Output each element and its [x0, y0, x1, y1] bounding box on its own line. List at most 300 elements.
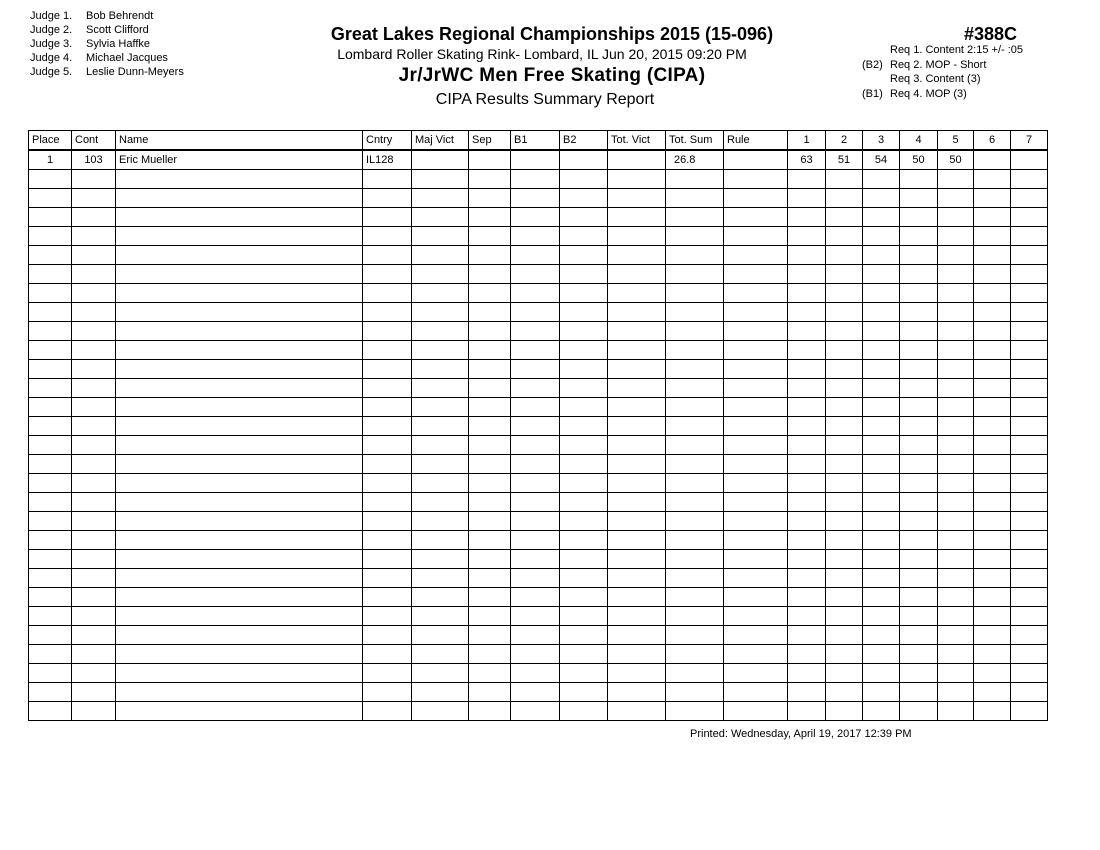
table-cell: [29, 702, 72, 721]
table-cell: [826, 284, 863, 303]
table-cell: [900, 531, 938, 550]
table-cell: [29, 208, 72, 227]
table-cell: [116, 208, 363, 227]
table-cell: [412, 512, 469, 531]
table-cell: Eric Mueller: [116, 150, 363, 170]
table-cell: [1011, 455, 1048, 474]
table-cell: [560, 626, 608, 645]
table-cell: [469, 569, 511, 588]
requirement-text: Req 3. Content (3): [890, 73, 981, 85]
table-cell: [938, 702, 974, 721]
table-cell: [412, 284, 469, 303]
results-table: [28, 130, 1048, 721]
table-cell: [863, 474, 900, 493]
table-cell: [608, 493, 666, 512]
table-cell: [826, 398, 863, 417]
table-cell: [608, 150, 666, 170]
table-cell: 1: [29, 150, 72, 170]
table-cell: [608, 664, 666, 683]
table-cell: [608, 341, 666, 360]
table-cell: [560, 436, 608, 455]
table-cell: [863, 493, 900, 512]
table-cell: [608, 265, 666, 284]
table-cell: [560, 493, 608, 512]
table-cell: [666, 683, 724, 702]
table-cell: [826, 550, 863, 569]
table-cell: [666, 645, 724, 664]
requirement-item: [862, 58, 1023, 73]
table-cell: [469, 455, 511, 474]
table-cell: [29, 569, 72, 588]
table-cell: [666, 474, 724, 493]
table-cell: [608, 303, 666, 322]
table-cell: [412, 683, 469, 702]
requirement-item: [862, 87, 1023, 102]
table-cell: [363, 417, 412, 436]
table-cell: [560, 227, 608, 246]
requirement-item: [862, 72, 1023, 87]
table-cell: [412, 341, 469, 360]
table-cell: [826, 683, 863, 702]
table-cell: [724, 645, 788, 664]
table-cell: [412, 417, 469, 436]
table-cell: [938, 455, 974, 474]
table-cell: [666, 379, 724, 398]
column-header: Name: [116, 131, 363, 151]
table-cell: [412, 246, 469, 265]
table-cell: [469, 607, 511, 626]
table-cell: [724, 588, 788, 607]
table-cell: [72, 588, 116, 607]
table-cell: [116, 474, 363, 493]
table-row: [29, 398, 1048, 417]
table-cell: [863, 645, 900, 664]
table-cell: [412, 189, 469, 208]
venue-datetime: Lombard Roller Skating Rink- Lombard, IL Jun 20, 2015 09:20 PM: [337, 46, 747, 62]
table-cell: 26.8: [666, 150, 724, 170]
table-cell: [974, 303, 1011, 322]
table-cell: [974, 150, 1011, 170]
table-cell: [900, 683, 938, 702]
table-row: [29, 284, 1048, 303]
table-cell: [116, 664, 363, 683]
table-cell: [863, 588, 900, 607]
table-cell: [412, 607, 469, 626]
table-cell: [29, 474, 72, 493]
table-cell: [788, 455, 826, 474]
table-cell: [863, 683, 900, 702]
table-cell: [72, 683, 116, 702]
table-cell: [900, 645, 938, 664]
table-row: [29, 265, 1048, 284]
table-cell: [788, 436, 826, 455]
table-cell: [116, 398, 363, 417]
table-cell: [608, 512, 666, 531]
table-cell: [72, 379, 116, 398]
table-cell: [116, 550, 363, 569]
table-cell: [29, 645, 72, 664]
table-cell: [1011, 474, 1048, 493]
table-cell: [1011, 322, 1048, 341]
table-cell: [826, 436, 863, 455]
table-cell: [974, 512, 1011, 531]
table-cell: IL128: [363, 150, 412, 170]
table-cell: [560, 284, 608, 303]
table-cell: [826, 170, 863, 189]
table-cell: [1011, 569, 1048, 588]
table-cell: [826, 569, 863, 588]
table-cell: [900, 208, 938, 227]
column-header: 6: [974, 131, 1011, 151]
table-cell: [511, 474, 560, 493]
table-row: [29, 303, 1048, 322]
table-cell: [608, 227, 666, 246]
table-cell: [938, 683, 974, 702]
requirement-text: Req 2. MOP - Short: [890, 58, 987, 71]
table-cell: [72, 512, 116, 531]
table-cell: [363, 246, 412, 265]
table-cell: [29, 189, 72, 208]
table-cell: [974, 474, 1011, 493]
table-cell: [724, 303, 788, 322]
table-cell: [469, 702, 511, 721]
table-cell: [363, 702, 412, 721]
table-cell: [511, 455, 560, 474]
table-cell: [116, 246, 363, 265]
table-row: [29, 607, 1048, 626]
table-cell: [788, 322, 826, 341]
table-cell: [363, 379, 412, 398]
table-cell: [469, 379, 511, 398]
column-header: Cntry: [363, 131, 412, 151]
table-cell: [560, 607, 608, 626]
table-cell: [608, 569, 666, 588]
table-cell: [469, 208, 511, 227]
table-cell: [724, 531, 788, 550]
table-cell: [724, 683, 788, 702]
table-cell: [974, 550, 1011, 569]
table-cell: [666, 569, 724, 588]
table-cell: [974, 322, 1011, 341]
table-cell: [29, 683, 72, 702]
table-cell: [1011, 417, 1048, 436]
table-cell: [788, 531, 826, 550]
table-cell: [29, 341, 72, 360]
table-cell: [511, 607, 560, 626]
table-cell: [29, 227, 72, 246]
table-cell: [560, 246, 608, 265]
table-cell: [608, 626, 666, 645]
table-cell: [724, 379, 788, 398]
table-cell: [469, 512, 511, 531]
table-cell: [116, 455, 363, 474]
table-cell: [363, 645, 412, 664]
table-cell: [938, 493, 974, 512]
table-cell: [826, 455, 863, 474]
table-cell: [974, 645, 1011, 664]
table-row: [29, 322, 1048, 341]
table-cell: [900, 493, 938, 512]
table-cell: [72, 189, 116, 208]
table-cell: 103: [72, 150, 116, 170]
column-header: 3: [863, 131, 900, 151]
table-cell: [72, 341, 116, 360]
table-cell: [1011, 664, 1048, 683]
table-cell: [826, 664, 863, 683]
table-cell: [72, 474, 116, 493]
table-cell: [511, 246, 560, 265]
table-cell: [974, 265, 1011, 284]
table-cell: [511, 227, 560, 246]
table-cell: [72, 303, 116, 322]
table-cell: [900, 588, 938, 607]
table-cell: [72, 569, 116, 588]
table-cell: [666, 512, 724, 531]
table-cell: [469, 493, 511, 512]
table-cell: [560, 341, 608, 360]
table-cell: [974, 208, 1011, 227]
table-cell: [363, 170, 412, 189]
table-cell: [560, 474, 608, 493]
table-cell: [1011, 588, 1048, 607]
table-cell: [938, 284, 974, 303]
table-cell: [608, 474, 666, 493]
table-cell: [412, 398, 469, 417]
table-cell: [72, 664, 116, 683]
table-cell: [666, 493, 724, 512]
competition-title: Great Lakes Regional Championships 2015 (15-096): [330, 24, 774, 44]
table-cell: [826, 322, 863, 341]
table-cell: [560, 150, 608, 170]
judge-name: Scott Clifford: [86, 24, 149, 36]
table-cell: [900, 664, 938, 683]
table-cell: [1011, 493, 1048, 512]
table-cell: [938, 474, 974, 493]
table-row: [29, 417, 1048, 436]
table-cell: [116, 417, 363, 436]
table-cell: [560, 683, 608, 702]
table-cell: [511, 683, 560, 702]
table-cell: [863, 379, 900, 398]
table-cell: [863, 436, 900, 455]
table-cell: [116, 626, 363, 645]
table-cell: [560, 360, 608, 379]
table-cell: [608, 170, 666, 189]
table-cell: [826, 360, 863, 379]
table-cell: [412, 360, 469, 379]
table-cell: [826, 208, 863, 227]
table-cell: [826, 246, 863, 265]
table-cell: [116, 303, 363, 322]
table-cell: [608, 208, 666, 227]
table-cell: [608, 417, 666, 436]
table-cell: [666, 626, 724, 645]
table-cell: [29, 493, 72, 512]
table-cell: [863, 227, 900, 246]
column-header: 2: [826, 131, 863, 151]
table-cell: [29, 550, 72, 569]
table-cell: [724, 626, 788, 645]
table-cell: [29, 379, 72, 398]
table-cell: [412, 474, 469, 493]
requirement-item: [862, 43, 1023, 58]
table-cell: [666, 360, 724, 379]
table-cell: [116, 683, 363, 702]
table-cell: [938, 512, 974, 531]
table-cell: [724, 569, 788, 588]
table-cell: [788, 170, 826, 189]
table-cell: [511, 265, 560, 284]
table-cell: [826, 531, 863, 550]
table-cell: [724, 208, 788, 227]
table-row: [29, 645, 1048, 664]
table-cell: [938, 303, 974, 322]
column-header: 1: [788, 131, 826, 151]
judge-name: Sylvia Haffke: [86, 38, 150, 50]
table-cell: [974, 588, 1011, 607]
table-cell: [724, 246, 788, 265]
table-cell: [900, 474, 938, 493]
table-cell: [974, 398, 1011, 417]
table-cell: [938, 607, 974, 626]
table-cell: [469, 227, 511, 246]
table-cell: [666, 436, 724, 455]
table-cell: [1011, 189, 1048, 208]
table-cell: [974, 702, 1011, 721]
printed-timestamp: Printed: Wednesday, April 19, 2017 12:39 PM: [690, 728, 912, 740]
table-cell: [863, 569, 900, 588]
table-cell: [511, 170, 560, 189]
table-cell: [608, 550, 666, 569]
table-row: [29, 227, 1048, 246]
table-cell: [666, 550, 724, 569]
table-cell: [116, 379, 363, 398]
table-cell: [938, 417, 974, 436]
table-cell: [412, 150, 469, 170]
table-cell: [29, 246, 72, 265]
table-cell: [724, 189, 788, 208]
table-cell: [560, 303, 608, 322]
table-cell: [511, 626, 560, 645]
table-cell: [412, 322, 469, 341]
table-cell: [1011, 246, 1048, 265]
table-cell: [469, 322, 511, 341]
table-cell: [666, 398, 724, 417]
table-cell: [412, 493, 469, 512]
table-cell: [900, 512, 938, 531]
table-cell: [724, 341, 788, 360]
table-cell: [412, 626, 469, 645]
table-row: [29, 626, 1048, 645]
table-cell: [788, 569, 826, 588]
table-cell: [608, 246, 666, 265]
table-cell: [363, 303, 412, 322]
event-number: #388C: [964, 24, 1018, 44]
table-row: [29, 436, 1048, 455]
table-cell: [560, 322, 608, 341]
table-cell: [469, 417, 511, 436]
table-row: [29, 208, 1048, 227]
table-cell: 50: [938, 150, 974, 170]
table-cell: [363, 436, 412, 455]
table-cell: [1011, 626, 1048, 645]
table-cell: [788, 417, 826, 436]
table-cell: [666, 208, 724, 227]
column-header: 7: [1011, 131, 1048, 151]
table-cell: [788, 398, 826, 417]
table-cell: 54: [863, 150, 900, 170]
table-cell: [666, 322, 724, 341]
table-cell: [363, 569, 412, 588]
table-cell: [788, 189, 826, 208]
report-title: CIPA Results Summary Report: [435, 91, 655, 108]
table-cell: [29, 170, 72, 189]
table-cell: [724, 512, 788, 531]
table-cell: [116, 189, 363, 208]
table-cell: [511, 379, 560, 398]
table-cell: [1011, 550, 1048, 569]
table-cell: [511, 303, 560, 322]
requirement-text: Req 4. MOP (3): [890, 87, 967, 100]
table-cell: [469, 398, 511, 417]
table-cell: [469, 664, 511, 683]
table-cell: [29, 360, 72, 379]
table-cell: [788, 341, 826, 360]
table-cell: [363, 265, 412, 284]
table-cell: [469, 645, 511, 664]
table-cell: [29, 607, 72, 626]
table-cell: [863, 246, 900, 265]
table-cell: [938, 360, 974, 379]
table-cell: [412, 702, 469, 721]
table-cell: [938, 265, 974, 284]
column-header: Cont: [72, 131, 116, 151]
table-cell: [469, 303, 511, 322]
table-cell: [826, 265, 863, 284]
table-cell: [29, 626, 72, 645]
table-cell: [1011, 398, 1048, 417]
table-cell: [900, 322, 938, 341]
table-cell: [560, 379, 608, 398]
table-cell: [116, 588, 363, 607]
table-cell: [900, 455, 938, 474]
table-cell: [608, 702, 666, 721]
judge-name: Michael Jacques: [86, 52, 168, 64]
table-cell: [724, 702, 788, 721]
table-cell: [72, 398, 116, 417]
column-header: 4: [900, 131, 938, 151]
table-cell: [900, 417, 938, 436]
table-cell: [826, 474, 863, 493]
table-cell: [363, 341, 412, 360]
table-cell: [29, 417, 72, 436]
table-cell: [412, 550, 469, 569]
table-row: [29, 360, 1048, 379]
table-cell: [788, 246, 826, 265]
table-cell: [666, 303, 724, 322]
table-cell: [29, 322, 72, 341]
table-cell: [974, 189, 1011, 208]
table-cell: [788, 607, 826, 626]
table-cell: [511, 588, 560, 607]
table-cell: [974, 607, 1011, 626]
event-title: Jr/JrWC Men Free Skating (CIPA): [398, 65, 706, 86]
table-cell: [1011, 303, 1048, 322]
table-cell: [938, 531, 974, 550]
table-cell: [666, 531, 724, 550]
table-cell: [511, 645, 560, 664]
table-cell: [974, 664, 1011, 683]
